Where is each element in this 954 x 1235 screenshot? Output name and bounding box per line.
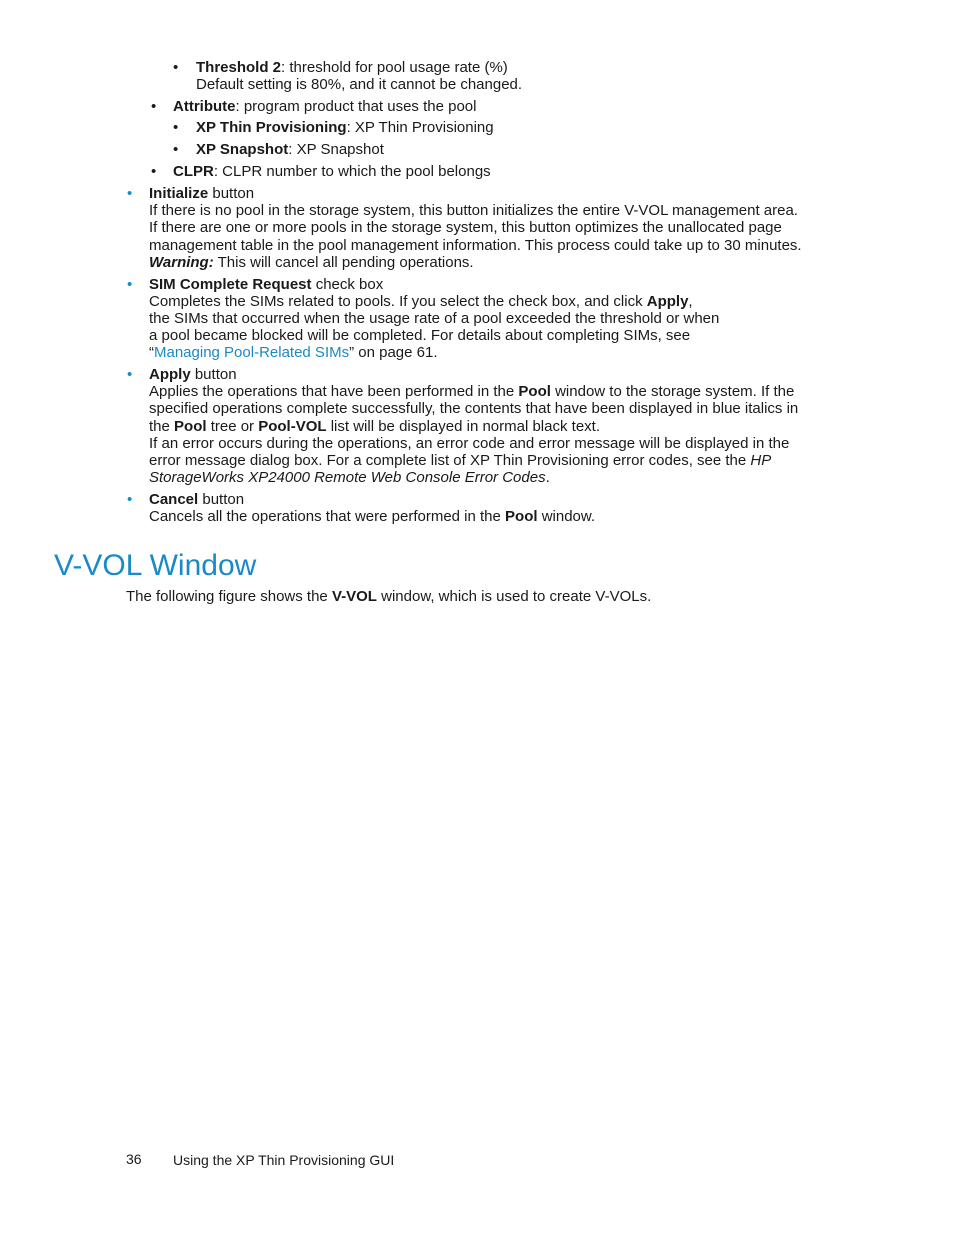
text: tree or xyxy=(206,418,259,435)
bullet-icon: • xyxy=(127,276,133,293)
sim-desc-4 xyxy=(149,344,438,361)
term: Threshold 2 xyxy=(196,59,282,76)
sim-desc-3: a pool became blocked will be completed. For details about completing SIMs, see xyxy=(149,327,691,344)
suffix: button xyxy=(198,491,245,508)
warning-label: Warning: xyxy=(149,254,214,271)
desc: : CLPR number to which the pool belongs xyxy=(213,163,491,180)
text: error message dialog box. For a complete list of XP Thin Provisioning error codes, see the xyxy=(149,452,751,469)
bullet-icon: • xyxy=(127,366,133,383)
bullet-icon: • xyxy=(173,59,179,76)
doc-title: StorageWorks XP24000 Remote Web Console Error Codes xyxy=(149,469,546,486)
text: window, which is used to create V-VOLs. xyxy=(376,588,652,605)
attribute-item xyxy=(173,98,476,115)
section-intro xyxy=(126,588,651,605)
bullet-icon: • xyxy=(127,491,133,508)
text: ” on page 61. xyxy=(349,344,438,361)
pool-vol-term: Pool-VOL xyxy=(258,418,327,435)
initialize-desc-2: If there are one or more pools in the storage system, this button optimizes the unallocated page xyxy=(149,219,782,236)
threshold2-item xyxy=(196,59,508,76)
sim-heading xyxy=(149,276,383,293)
bullet-icon: • xyxy=(127,185,133,202)
desc: : XP Thin Provisioning xyxy=(346,119,494,136)
apply-desc-2: specified operations complete successfully, the contents that have been displayed in blue italics in xyxy=(149,400,799,417)
desc: : threshold for pool usage rate (%) xyxy=(281,59,508,76)
apply-term: Apply xyxy=(646,293,689,310)
text: list will be displayed in normal black text. xyxy=(326,418,600,435)
initialize-desc-3: management table in the pool management information. This process could take up to 30 minutes. xyxy=(149,237,802,254)
apply-desc-5 xyxy=(149,452,771,469)
bullet-icon: • xyxy=(173,119,179,136)
term: SIM Complete Request xyxy=(149,276,312,293)
term: Initialize xyxy=(149,185,209,202)
bullet-icon: • xyxy=(151,98,157,115)
cancel-desc-1 xyxy=(149,508,595,525)
initialize-warning xyxy=(149,254,474,271)
term: Cancel xyxy=(149,491,199,508)
text: Applies the operations that have been performed in the xyxy=(149,383,519,400)
pool-term: Pool xyxy=(174,418,207,435)
managing-pool-sims-link[interactable]: Managing Pool-Related SIMs xyxy=(154,344,350,361)
text: . xyxy=(545,469,550,486)
desc: : program product that uses the pool xyxy=(235,98,477,115)
apply-desc-1 xyxy=(149,383,794,400)
text: “ xyxy=(149,344,154,361)
suffix: check box xyxy=(311,276,384,293)
initialize-desc-1: If there is no pool in the storage system, this button initializes the entire V-VOL management area. xyxy=(149,202,798,219)
doc-title: HP xyxy=(750,452,772,469)
term: Apply xyxy=(149,366,191,383)
apply-heading xyxy=(149,366,237,383)
footer-text: Using the XP Thin Provisioning GUI xyxy=(173,1152,395,1168)
suffix: button xyxy=(190,366,237,383)
bullet-icon: • xyxy=(173,141,179,158)
apply-desc-3 xyxy=(149,418,600,435)
vvol-term: V-VOL xyxy=(331,588,377,605)
text: the xyxy=(149,418,175,435)
pool-term: Pool xyxy=(518,383,551,400)
term: Attribute xyxy=(173,98,236,115)
term: XP Snapshot xyxy=(196,141,289,158)
text: window. xyxy=(537,508,596,525)
text: , xyxy=(688,293,693,310)
page-number: 36 xyxy=(126,1151,142,1167)
desc: : XP Snapshot xyxy=(288,141,384,158)
xptp-item xyxy=(196,119,494,136)
clpr-item xyxy=(173,163,491,180)
text: Cancels all the operations that were performed in the xyxy=(149,508,506,525)
apply-desc-6 xyxy=(149,469,550,486)
term: XP Thin Provisioning xyxy=(196,119,347,136)
section-title: V-VOL Window xyxy=(54,549,257,582)
initialize-heading xyxy=(149,185,254,202)
bullet-icon: • xyxy=(151,163,157,180)
text: Completes the SIMs related to pools. If you select the check box, and click xyxy=(149,293,647,310)
warning-text: This will cancel all pending operations. xyxy=(213,254,474,271)
suffix: button xyxy=(208,185,255,202)
sim-desc-2: the SIMs that occurred when the usage rate of a pool exceeded the threshold or when xyxy=(149,310,720,327)
apply-desc-4: If an error occurs during the operations, an error code and error message will be displayed in the xyxy=(149,435,790,452)
text: The following figure shows the xyxy=(126,588,332,605)
xpsnap-item xyxy=(196,141,384,158)
threshold2-default: Default setting is 80%, and it cannot be changed. xyxy=(196,76,523,93)
pool-term: Pool xyxy=(505,508,538,525)
term: CLPR xyxy=(173,163,214,180)
sim-desc-1 xyxy=(149,293,693,310)
cancel-heading xyxy=(149,491,244,508)
text: window to the storage system. If the xyxy=(550,383,795,400)
